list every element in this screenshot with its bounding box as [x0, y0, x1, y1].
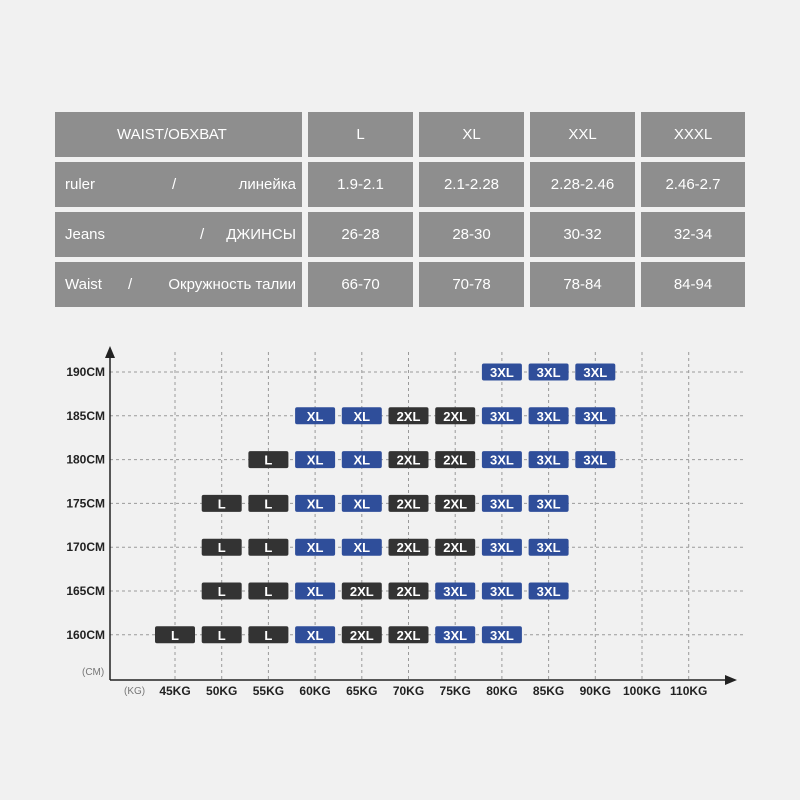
size-badge: [435, 539, 475, 556]
size-badge: [482, 364, 522, 381]
size-badge-label: XL: [353, 452, 371, 468]
x-tick-label: 65KG: [346, 684, 378, 698]
size-badge: [342, 451, 382, 468]
size-badge: [342, 626, 382, 643]
size-badge-label: 3XL: [489, 452, 514, 468]
size-badge-label: 3XL: [536, 408, 561, 424]
size-badge-label: XL: [353, 496, 371, 512]
size-badge: [295, 626, 335, 643]
size-badge: [435, 583, 475, 600]
size-badge-label: 3XL: [443, 584, 468, 599]
size-badge-label: XL: [306, 452, 324, 468]
y-tick-label: 160CM: [66, 627, 105, 642]
size-badge: [295, 407, 335, 424]
size-badge-label: 3XL: [536, 452, 561, 468]
size-badge: [435, 626, 475, 643]
size-badge: [389, 583, 429, 600]
size-badge-label: 2XL: [349, 627, 374, 643]
size-badge: [529, 407, 569, 424]
size-badge: [529, 364, 569, 381]
size-badge-label: 3XL: [536, 496, 561, 512]
table-cell: 1.9-2.1: [308, 162, 413, 207]
size-badge: [482, 407, 522, 424]
size-badge: [529, 495, 569, 512]
row-label-en: Waist: [65, 276, 102, 293]
size-badge-label: 3XL: [489, 365, 514, 380]
table-cell: 2.28-2.46: [530, 162, 635, 207]
row-label-slash: /: [172, 176, 177, 193]
row-label-ru: ДЖИНСЫ: [226, 226, 296, 243]
size-badge: [575, 451, 615, 468]
y-tick-label: 165CM: [66, 584, 105, 598]
y-axis-arrow: [105, 346, 115, 358]
size-badge-label: 2XL: [396, 408, 421, 424]
x-tick-label: 70KG: [392, 684, 425, 698]
table-cell: 66-70: [308, 262, 413, 307]
size-badge-label: 3XL: [536, 540, 561, 556]
table-header-xl: XL: [419, 112, 524, 157]
size-badge: [342, 407, 382, 424]
size-badge-label: 2XL: [396, 496, 421, 512]
row-label-ru: линейка: [238, 176, 296, 193]
table-cell: 84-94: [641, 262, 745, 307]
size-badge-label: 3XL: [583, 365, 608, 380]
y-tick-label: 190CM: [66, 365, 105, 379]
size-badge-label: 3XL: [489, 584, 514, 599]
x-tick-label: 110KG: [670, 684, 708, 698]
size-badge-label: 3XL: [536, 365, 561, 380]
size-badge: [435, 451, 475, 468]
size-badge-label: L: [264, 584, 273, 599]
table-header-xxxl: XXXL: [641, 112, 745, 157]
size-badge-label: 3XL: [583, 452, 608, 468]
x-tick-label: 45KG: [159, 684, 191, 698]
size-chart: [0, 330, 800, 730]
size-badge: [389, 451, 429, 468]
size-badge-label: 3XL: [443, 627, 468, 643]
size-badge: [295, 583, 335, 600]
table-row-label: [55, 212, 302, 257]
table-cell: 78-84: [530, 262, 635, 307]
size-badge-label: XL: [306, 627, 324, 643]
size-badge: [202, 626, 242, 643]
x-tick-labels: [159, 684, 707, 698]
size-badge: [202, 495, 242, 512]
size-badge: [389, 626, 429, 643]
size-badge: [482, 583, 522, 600]
size-badge: [529, 539, 569, 556]
row-label-slash: /: [200, 226, 205, 243]
y-tick-labels: [66, 365, 105, 642]
size-badge-label: L: [217, 627, 226, 643]
size-badge-label: L: [171, 627, 179, 643]
size-badge-label: XL: [353, 408, 371, 424]
size-badge: [202, 539, 242, 556]
size-badge-label: 3XL: [536, 584, 561, 599]
size-badge-label: 3XL: [489, 627, 514, 643]
size-badge: [529, 583, 569, 600]
size-badge: [342, 495, 382, 512]
x-tick-label: 55KG: [252, 684, 285, 698]
table-header-waist: WAIST/ОБХВАТ: [55, 112, 302, 157]
size-badge-label: XL: [306, 496, 324, 512]
row-label-slash: /: [128, 276, 133, 293]
table-row-label: [55, 162, 302, 207]
size-badge-label: 2XL: [349, 584, 374, 599]
size-badge: [575, 407, 615, 424]
row-label-ru: Окружность талии: [168, 276, 296, 293]
size-badge: [342, 539, 382, 556]
size-badge: [295, 495, 335, 512]
table-header-l: L: [308, 112, 413, 157]
size-badge-label: 2XL: [443, 496, 468, 512]
x-tick-label: 100KG: [622, 684, 662, 698]
y-tick-label: 175CM: [66, 496, 105, 511]
table-row-label: [55, 262, 302, 307]
x-tick-label: 80KG: [486, 684, 518, 698]
table-cell: 30-32: [530, 212, 635, 257]
size-badge: [248, 626, 288, 643]
size-badge-label: 2XL: [396, 584, 421, 599]
size-badge: [435, 495, 475, 512]
size-badge-label: XL: [353, 540, 371, 556]
table-header-xxl: XXL: [530, 112, 635, 157]
table-cell: 70-78: [419, 262, 524, 307]
size-badge-label: L: [264, 540, 273, 556]
size-badge-label: 2XL: [443, 408, 468, 424]
size-badge-label: XL: [306, 584, 324, 599]
table-cell: 28-30: [419, 212, 524, 257]
size-badge: [155, 626, 195, 643]
size-badge-label: XL: [306, 408, 324, 424]
size-badge: [389, 407, 429, 424]
size-badge: [248, 539, 288, 556]
size-table: [55, 112, 745, 307]
x-axis-arrow: [725, 675, 737, 685]
size-badge-label: L: [217, 496, 226, 512]
size-badge: [248, 495, 288, 512]
size-badge: [482, 451, 522, 468]
size-badge: [435, 407, 475, 424]
size-badge: [248, 583, 288, 600]
size-badge: [575, 364, 615, 381]
size-badge-label: 2XL: [396, 627, 421, 643]
size-badge-label: 2XL: [443, 452, 468, 468]
size-badge-label: 3XL: [583, 408, 608, 424]
x-tick-label: 90KG: [579, 684, 611, 698]
x-tick-label: 85KG: [532, 684, 565, 698]
size-badge-label: L: [217, 540, 226, 556]
y-tick-label: 180CM: [66, 452, 105, 467]
size-badge-label: L: [217, 584, 226, 599]
size-badge: [389, 539, 429, 556]
y-unit-label: (CM): [82, 667, 105, 678]
x-unit-label: (KG): [124, 686, 146, 697]
size-badge-label: 3XL: [489, 540, 514, 556]
size-badge-label: XL: [306, 540, 324, 556]
x-tick-label: 75KG: [439, 684, 471, 698]
size-badge: [295, 451, 335, 468]
size-badge: [248, 451, 288, 468]
x-tick-label: 60KG: [299, 684, 331, 698]
size-badge: [482, 495, 522, 512]
size-badge: [342, 583, 382, 600]
size-badge: [482, 626, 522, 643]
table-cell: 26-28: [308, 212, 413, 257]
size-badge: [529, 451, 569, 468]
row-label-en: ruler: [65, 176, 96, 193]
size-badge: [482, 539, 522, 556]
table-cell: 2.1-2.28: [419, 162, 524, 207]
y-tick-label: 185CM: [66, 408, 105, 423]
table-cell: 2.46-2.7: [641, 162, 745, 207]
size-badge-label: 2XL: [443, 540, 468, 556]
size-badge: [295, 539, 335, 556]
size-badge-label: 2XL: [396, 452, 421, 468]
size-badge: [202, 583, 242, 600]
size-badge-label: L: [264, 627, 273, 643]
x-tick-label: 50KG: [206, 684, 238, 698]
table-cell: 32-34: [641, 212, 745, 257]
size-badge: [389, 495, 429, 512]
size-badges: [155, 364, 615, 644]
size-badge-label: 3XL: [489, 496, 514, 512]
size-badge-label: L: [264, 452, 273, 468]
y-tick-label: 170CM: [66, 540, 105, 555]
size-badge-label: 3XL: [489, 408, 514, 424]
size-badge-label: 2XL: [396, 540, 421, 556]
row-label-en: Jeans: [65, 226, 106, 243]
size-badge-label: L: [264, 496, 273, 512]
